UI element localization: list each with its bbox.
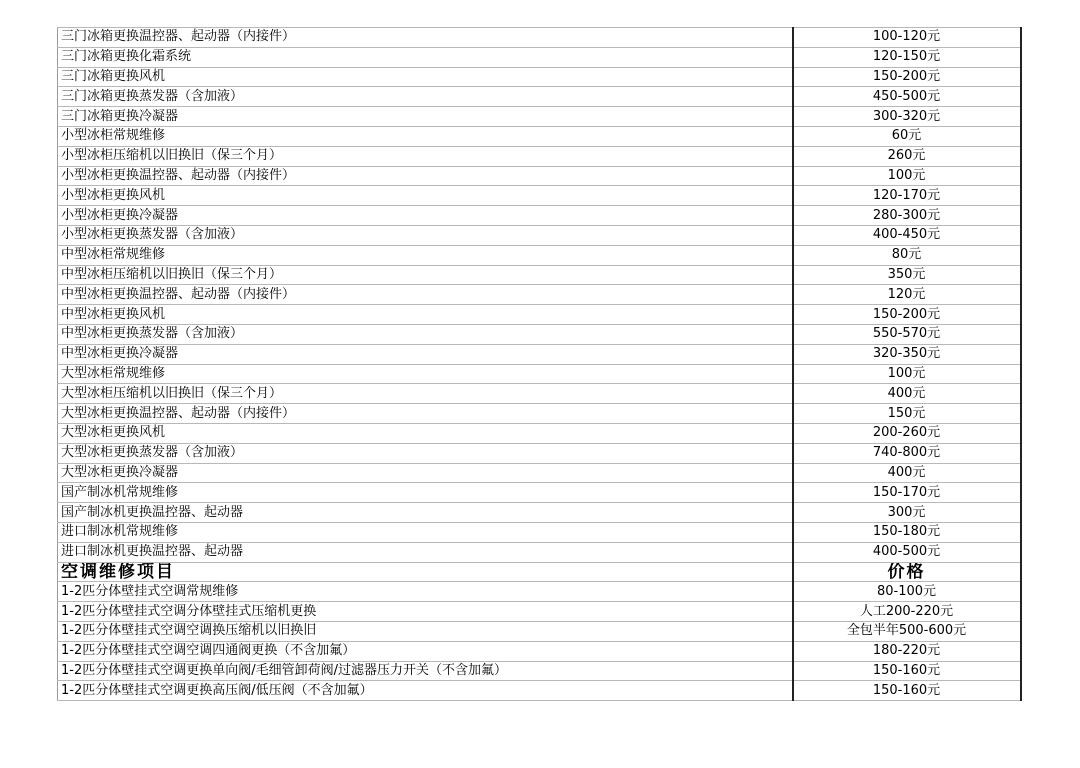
table-row (58, 28, 1021, 48)
item-cell: 三门冰箱更换风机 (58, 67, 793, 87)
table-row (58, 166, 1021, 186)
table-row (58, 206, 1021, 226)
price-cell: 260元 (793, 146, 1021, 166)
item-cell: 小型冰柜更换蒸发器（含加液） (58, 225, 793, 245)
price-cell: 150-160元 (793, 681, 1021, 701)
price-cell: 全包半年500-600元 (793, 621, 1021, 641)
item-cell: 国产制冰机更换温控器、起动器 (58, 503, 793, 523)
item-cell: 小型冰柜更换温控器、起动器（内接件） (58, 166, 793, 186)
item-cell: 小型冰柜压缩机以旧换旧（保三个月） (58, 146, 793, 166)
item-cell: 三门冰箱更换温控器、起动器（内接件） (58, 28, 793, 48)
item-cell: 进口制冰机常规维修 (58, 522, 793, 542)
table-row (58, 582, 1021, 602)
table-row (58, 542, 1021, 562)
price-cell: 80-100元 (793, 582, 1021, 602)
table-row (58, 305, 1021, 325)
price-cell: 550-570元 (793, 324, 1021, 344)
price-cell: 400-500元 (793, 542, 1021, 562)
table-row (58, 443, 1021, 463)
item-cell: 三门冰箱更换冷凝器 (58, 107, 793, 127)
item-cell: 中型冰柜常规维修 (58, 245, 793, 265)
item-cell: 三门冰箱更换化霜系统 (58, 47, 793, 67)
item-cell: 大型冰柜更换蒸发器（含加液） (58, 443, 793, 463)
table-row (58, 404, 1021, 424)
price-cell: 150-200元 (793, 305, 1021, 325)
table-row (58, 67, 1021, 87)
table-row (58, 87, 1021, 107)
repair-price-table (57, 27, 1022, 701)
price-cell: 人工200-220元 (793, 602, 1021, 622)
table-row (58, 324, 1021, 344)
section-title: 空调维修项目 (58, 562, 793, 582)
price-cell: 300-320元 (793, 107, 1021, 127)
item-cell: 中型冰柜更换温控器、起动器（内接件） (58, 285, 793, 305)
item-cell: 1-2匹分体壁挂式空调空调四通阀更换（不含加氟） (58, 641, 793, 661)
table-row (58, 641, 1021, 661)
item-cell: 国产制冰机常规维修 (58, 483, 793, 503)
price-cell: 150-200元 (793, 67, 1021, 87)
table-row (58, 384, 1021, 404)
item-cell: 中型冰柜更换蒸发器（含加液） (58, 324, 793, 344)
price-cell: 150-160元 (793, 661, 1021, 681)
price-cell: 400元 (793, 463, 1021, 483)
item-cell: 1-2匹分体壁挂式空调更换高压阀/低压阀（不含加氟） (58, 681, 793, 701)
table-row (58, 245, 1021, 265)
item-cell: 小型冰柜更换风机 (58, 186, 793, 206)
price-cell: 300元 (793, 503, 1021, 523)
table-row (58, 602, 1021, 622)
item-cell: 大型冰柜更换温控器、起动器（内接件） (58, 404, 793, 424)
item-cell: 三门冰箱更换蒸发器（含加液） (58, 87, 793, 107)
table-row (58, 483, 1021, 503)
table-row (58, 423, 1021, 443)
item-cell: 1-2匹分体壁挂式空调常规维修 (58, 582, 793, 602)
price-cell: 400-450元 (793, 225, 1021, 245)
price-cell: 60元 (793, 126, 1021, 146)
table-row (58, 107, 1021, 127)
table-row (58, 186, 1021, 206)
item-cell: 中型冰柜压缩机以旧换旧（保三个月） (58, 265, 793, 285)
price-cell: 100-120元 (793, 28, 1021, 48)
item-cell: 小型冰柜常规维修 (58, 126, 793, 146)
table-row (58, 47, 1021, 67)
item-cell: 大型冰柜更换冷凝器 (58, 463, 793, 483)
price-cell: 400元 (793, 384, 1021, 404)
price-cell: 100元 (793, 166, 1021, 186)
price-cell: 150元 (793, 404, 1021, 424)
table-row (58, 503, 1021, 523)
item-cell: 中型冰柜更换风机 (58, 305, 793, 325)
table-row (58, 661, 1021, 681)
item-cell: 大型冰柜常规维修 (58, 364, 793, 384)
table-row (58, 146, 1021, 166)
price-cell: 450-500元 (793, 87, 1021, 107)
table-row (58, 285, 1021, 305)
price-cell: 320-350元 (793, 344, 1021, 364)
price-cell: 80元 (793, 245, 1021, 265)
price-cell: 280-300元 (793, 206, 1021, 226)
spreadsheet (57, 27, 1020, 701)
item-cell: 中型冰柜更换冷凝器 (58, 344, 793, 364)
price-cell: 350元 (793, 265, 1021, 285)
price-cell: 150-180元 (793, 522, 1021, 542)
table-row (58, 681, 1021, 701)
table-row (58, 126, 1021, 146)
item-cell: 1-2匹分体壁挂式空调更换单向阀/毛细管卸荷阀/过滤器压力开关（不含加氟） (58, 661, 793, 681)
price-cell: 100元 (793, 364, 1021, 384)
table-row (58, 225, 1021, 245)
price-cell: 120元 (793, 285, 1021, 305)
table-row (58, 265, 1021, 285)
item-cell: 进口制冰机更换温控器、起动器 (58, 542, 793, 562)
item-cell: 大型冰柜更换风机 (58, 423, 793, 443)
table-row (58, 463, 1021, 483)
item-cell: 1-2匹分体壁挂式空调空调换压缩机以旧换旧 (58, 621, 793, 641)
table-row (58, 364, 1021, 384)
table-row (58, 621, 1021, 641)
price-cell: 740-800元 (793, 443, 1021, 463)
item-cell: 小型冰柜更换冷凝器 (58, 206, 793, 226)
price-cell: 150-170元 (793, 483, 1021, 503)
item-cell: 大型冰柜压缩机以旧换旧（保三个月） (58, 384, 793, 404)
table-row (58, 522, 1021, 542)
section-header-row (58, 562, 1021, 582)
price-cell: 120-150元 (793, 47, 1021, 67)
price-column-header: 价格 (793, 562, 1021, 582)
item-cell: 1-2匹分体壁挂式空调分体壁挂式压缩机更换 (58, 602, 793, 622)
price-cell: 200-260元 (793, 423, 1021, 443)
price-cell: 120-170元 (793, 186, 1021, 206)
price-cell: 180-220元 (793, 641, 1021, 661)
table-row (58, 344, 1021, 364)
table-body (58, 28, 1021, 701)
